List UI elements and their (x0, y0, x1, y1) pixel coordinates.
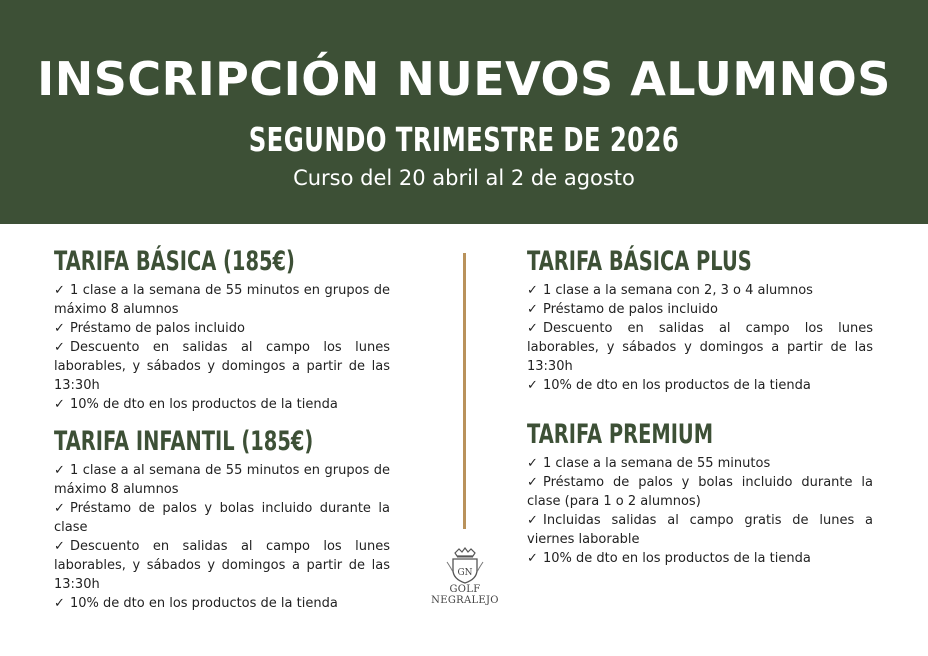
check-icon: ✓ (54, 321, 65, 336)
logo-line2: NEGRALEJO (431, 595, 499, 606)
list-item: ✓ Incluidas salidas al campo gratis de lunes a viernes laborable (527, 513, 873, 547)
check-icon: ✓ (54, 539, 65, 554)
list-item: ✓ Préstamo de palos incluido (527, 302, 718, 317)
check-icon: ✓ (527, 551, 538, 566)
list-item: ✓ 10% de dto en los productos de la tienda (54, 397, 338, 412)
list-item: ✓ 10% de dto en los productos de la tienda (527, 551, 811, 566)
page-title: INSCRIPCIÓN NUEVOS ALUMNOS (37, 52, 891, 106)
list-item: ✓ Préstamo de palos y bolas incluido durante la clase (54, 501, 390, 535)
check-icon: ✓ (527, 321, 538, 336)
list-item: ✓ 1 clase a la semana de 55 minutos (527, 456, 771, 471)
list-item: ✓ Descuento en salidas al campo los lunes laborables, y sábados y domingos a partir de las 13:30h (54, 539, 390, 592)
tariff-basica-plus (527, 244, 873, 395)
tariff-title: TARIFA PREMIUM (527, 419, 714, 450)
list-item: ✓ 1 clase a al semana de 55 minutos en grupos de máximo 8 alumnos (54, 463, 390, 497)
check-icon: ✓ (527, 283, 538, 298)
tariff-items (527, 454, 873, 568)
list-item: ✓ 10% de dto en los productos de la tienda (54, 596, 338, 611)
list-item: ✓ Préstamo de palos y bolas incluido durante la clase (para 1 o 2 alumnos) (527, 475, 873, 509)
list-item: ✓ 1 clase a la semana con 2, 3 o 4 alumnos (527, 283, 813, 298)
tariff-items (527, 281, 873, 395)
tariff-items (54, 281, 390, 414)
left-column (54, 244, 390, 623)
list-item: ✓ Descuento en salidas al campo los lunes laborables, y sábados y domingos a partir de las 13:30h (54, 340, 390, 393)
check-icon: ✓ (527, 302, 538, 317)
check-icon: ✓ (54, 463, 65, 478)
list-item: ✓ Préstamo de palos incluido (54, 321, 245, 336)
logo-monogram: GN (457, 568, 473, 578)
check-icon: ✓ (54, 596, 65, 611)
right-column (527, 244, 873, 578)
check-icon: ✓ (54, 340, 65, 355)
course-dates: Curso del 20 abril al 2 de agosto (293, 166, 635, 190)
tariff-items (54, 461, 390, 613)
tariff-basica (54, 244, 390, 414)
logo-line1: GOLF (449, 584, 481, 595)
check-icon: ✓ (54, 397, 65, 412)
tariff-title: TARIFA INFANTIL (185€) (54, 426, 314, 457)
check-icon: ✓ (527, 513, 538, 528)
check-icon: ✓ (54, 283, 65, 298)
tariff-infantil (54, 424, 390, 613)
page-subtitle: SEGUNDO TRIMESTRE DE 2026 (248, 120, 680, 159)
list-item: ✓ 10% de dto en los productos de la tienda (527, 378, 811, 393)
header-banner (0, 0, 928, 224)
tariff-title: TARIFA BÁSICA PLUS (527, 246, 752, 277)
list-item: ✓ 1 clase a la semana de 55 minutos en grupos de máximo 8 alumnos (54, 283, 390, 317)
check-icon: ✓ (527, 475, 538, 490)
check-icon: ✓ (527, 456, 538, 471)
check-icon: ✓ (527, 378, 538, 393)
check-icon: ✓ (54, 501, 65, 516)
tariff-title: TARIFA BÁSICA (185€) (54, 246, 295, 277)
crest-icon (445, 546, 485, 584)
list-item: ✓ Descuento en salidas al campo los lunes laborables, y sábados y domingos a partir de las 13:30h (527, 321, 873, 374)
column-divider (463, 253, 466, 529)
tariff-premium (527, 417, 873, 568)
golf-negralejo-logo (428, 546, 502, 616)
